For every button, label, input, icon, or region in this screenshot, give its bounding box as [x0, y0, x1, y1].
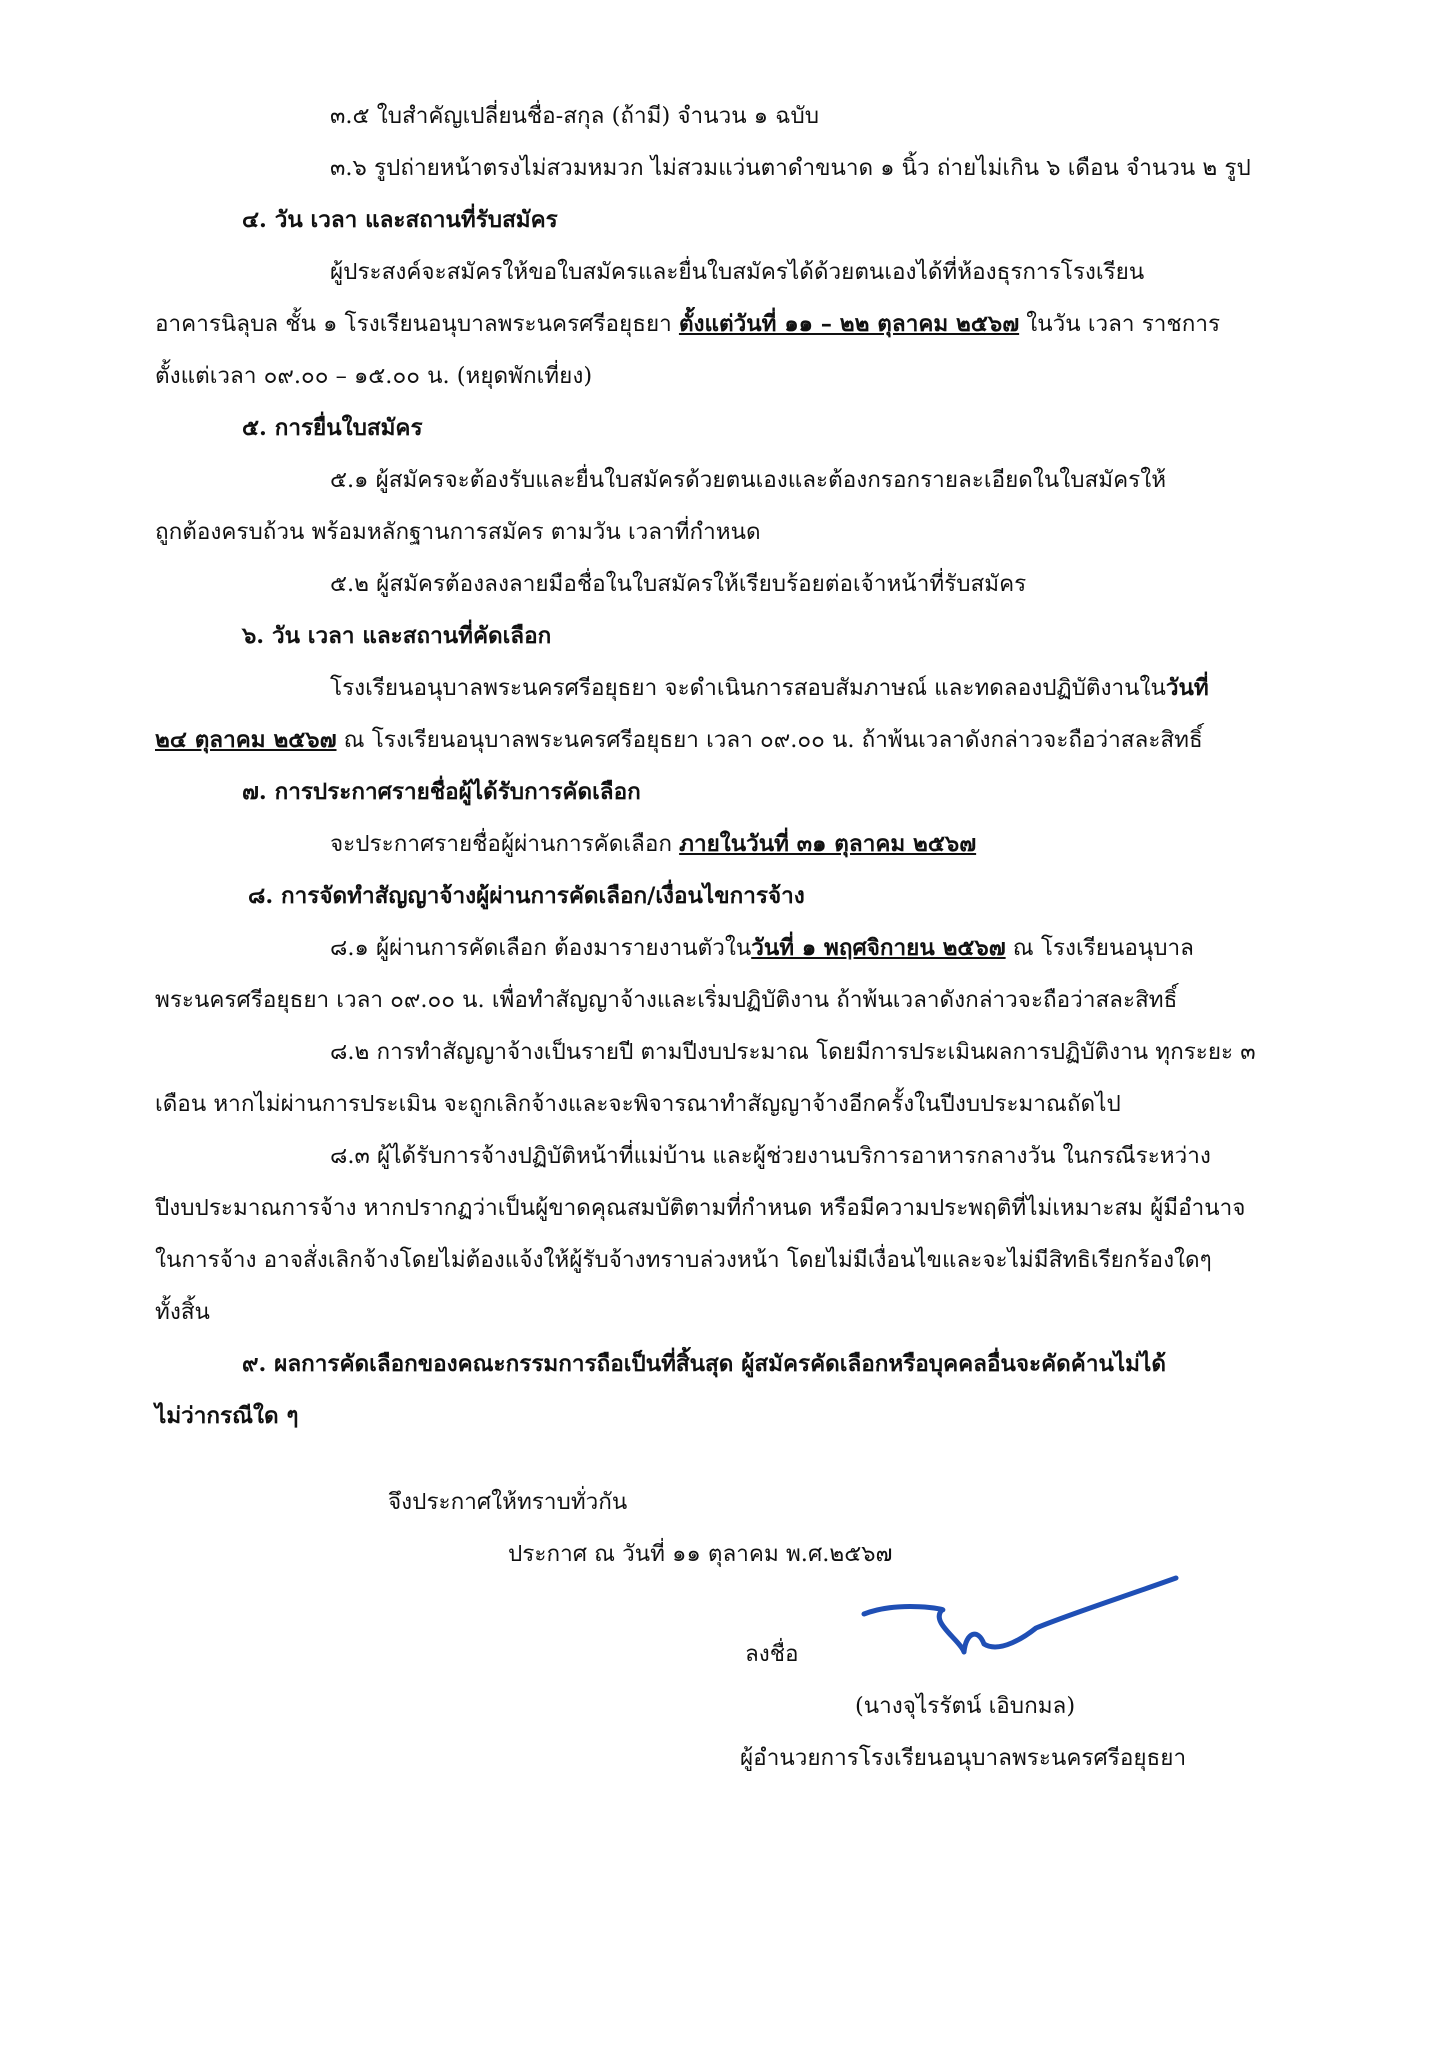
- item-3-6: ๓.๖ รูปถ่ายหน้าตรงไม่สวมหมวก ไม่สวมแว่นตาดำขนาด ๑ นิ้ว ถ่ายไม่เกิน ๖ เดือน จำนวน ๒ รูป: [330, 155, 1251, 181]
- sign-label: ลงชื่อ: [745, 1641, 799, 1667]
- item-8-1-tail: ณ โรงเรียนอนุบาล: [1012, 935, 1194, 961]
- item-8-3-line-3: ในการจ้าง อาจสั่งเลิกจ้างโดยไม่ต้องแจ้งให้ผู้รับจ้างทราบล่วงหน้า โดยไม่มีเงื่อนไขและจะไม่มีสิทธิเรียกร้องใดๆ: [155, 1247, 1212, 1273]
- section-4-line-3: ตั้งแต่เวลา ๐๙.๐๐ – ๑๕.๐๐ น. (หยุดพักเที่ยง): [155, 363, 593, 389]
- application-period: ตั้งแต่วันที่ ๑๑ – ๒๒ ตุลาคม ๒๕๖๗: [678, 311, 1020, 337]
- item-5-1-line-2: ถูกต้องครบถ้วน พร้อมหลักฐานการสมัคร ตามวัน เวลาที่กำหนด: [155, 519, 761, 545]
- section-6-date-label: วันที่: [1165, 675, 1209, 701]
- report-date: วันที่ ๑ พฤศจิกายน ๒๕๖๗: [751, 935, 1006, 961]
- announcement-date: ภายในวันที่ ๓๑ ตุลาคม ๒๕๖๗: [679, 831, 977, 857]
- section-4-line-2-tail: ในวัน เวลา ราชการ: [1026, 311, 1221, 337]
- item-8-1-text: ๘.๑ ผู้ผ่านการคัดเลือก ต้องมารายงานตัวใน: [330, 935, 752, 961]
- item-5-2: ๕.๒ ผู้สมัครต้องลงลายมือชื่อในใบสมัครให้เรียบร้อยต่อเจ้าหน้าที่รับสมัคร: [330, 571, 1027, 597]
- section-6-line-1: [330, 668, 1209, 708]
- signer-name: (นางจุไรรัตน์ เอิบกมล): [855, 1693, 1076, 1719]
- signer-title: ผู้อำนวยการโรงเรียนอนุบาลพระนครศรีอยุธยา: [740, 1745, 1187, 1771]
- item-8-1-line-1: [330, 928, 1194, 968]
- section-5-heading: ๕. การยื่นใบสมัคร: [242, 415, 423, 441]
- item-8-3-line-1: ๘.๓ ผู้ได้รับการจ้างปฏิบัติหน้าที่แม่บ้าน และผู้ช่วยงานบริการอาหารกลางวัน ในกรณีระหว่าง: [330, 1143, 1211, 1169]
- section-7-line: [330, 824, 976, 864]
- section-4-line-1: ผู้ประสงค์จะสมัครให้ขอใบสมัครและยื่นใบสมัครได้ด้วยตนเองได้ที่ห้องธุรการโรงเรียน: [330, 259, 1145, 285]
- section-6-line-1-text: โรงเรียนอนุบาลพระนครศรีอยุธยา จะดำเนินการสอบสัมภาษณ์ และทดลองปฏิบัติงานใน: [330, 675, 1166, 701]
- item-8-1-line-2: พระนครศรีอยุธยา เวลา ๐๙.๐๐ น. เพื่อทำสัญญาจ้างและเริ่มปฏิบัติงาน ถ้าพ้นเวลาดังกล่าวจะถือว่าสละสิทธิ์: [155, 987, 1178, 1013]
- item-8-3-line-4: ทั้งสิ้น: [155, 1299, 210, 1325]
- section-8-heading: ๘. การจัดทำสัญญาจ้างผู้ผ่านการคัดเลือก/เงื่อนไขการจ้าง: [248, 883, 805, 909]
- section-6-heading: ๖. วัน เวลา และสถานที่คัดเลือก: [242, 623, 552, 649]
- section-6-line-2-text: ณ โรงเรียนอนุบาลพระนครศรีอยุธยา เวลา ๐๙.๐๐ น. ถ้าพ้นเวลาดังกล่าวจะถือว่าสละสิทธิ์: [343, 727, 1203, 753]
- signature-mark: [860, 1570, 1180, 1660]
- section-9-line-1: ๙. ผลการคัดเลือกของคณะกรรมการถือเป็นที่สิ้นสุด ผู้สมัครคัดเลือกหรือบุคคลอื่นจะคัดค้านไม่ได้: [242, 1351, 1166, 1377]
- item-3-5: ๓.๕ ใบสำคัญเปลี่ยนชื่อ-สกุล (ถ้ามี) จำนวน ๑ ฉบับ: [330, 103, 820, 129]
- item-8-2-line-2: เดือน หากไม่ผ่านการประเมิน จะถูกเลิกจ้างและจะพิจารณาทำสัญญาจ้างอีกครั้งในปีงบประมาณถัดไป: [155, 1091, 1121, 1117]
- section-4-heading: ๔. วัน เวลา และสถานที่รับสมัคร: [242, 207, 558, 233]
- closing-statement: จึงประกาศให้ทราบทั่วกัน: [388, 1489, 628, 1515]
- section-4-line-2-text: อาคารนิลุบล ชั้น ๑ โรงเรียนอนุบาลพระนครศรีอยุธยา: [155, 311, 672, 337]
- item-8-3-line-2: ปีงบประมาณการจ้าง หากปรากฏว่าเป็นผู้ขาดคุณสมบัติตามที่กำหนด หรือมีความประพฤติที่ไม่เหมาะสม ผู้มีอำนาจ: [155, 1195, 1246, 1221]
- item-5-1-line-1: ๕.๑ ผู้สมัครจะต้องรับและยื่นใบสมัครด้วยตนเองและต้องกรอกรายละเอียดในใบสมัครให้: [330, 467, 1167, 493]
- item-8-2-line-1: ๘.๒ การทำสัญญาจ้างเป็นรายปี ตามปีงบประมาณ โดยมีการประเมินผลการปฏิบัติงาน ทุกระยะ ๓: [330, 1039, 1256, 1065]
- section-7-text: จะประกาศรายชื่อผู้ผ่านการคัดเลือก: [330, 831, 672, 857]
- interview-date: ๒๔ ตุลาคม ๒๕๖๗: [155, 727, 337, 753]
- section-7-heading: ๗. การประกาศรายชื่อผู้ได้รับการคัดเลือก: [242, 779, 641, 805]
- section-9-line-2: ไม่ว่ากรณีใด ๆ: [155, 1403, 299, 1429]
- section-4-line-2: [155, 304, 1220, 344]
- announcement-date-line: ประกาศ ณ วันที่ ๑๑ ตุลาคม พ.ศ.๒๕๖๗: [508, 1541, 893, 1567]
- section-6-line-2: [155, 720, 1203, 760]
